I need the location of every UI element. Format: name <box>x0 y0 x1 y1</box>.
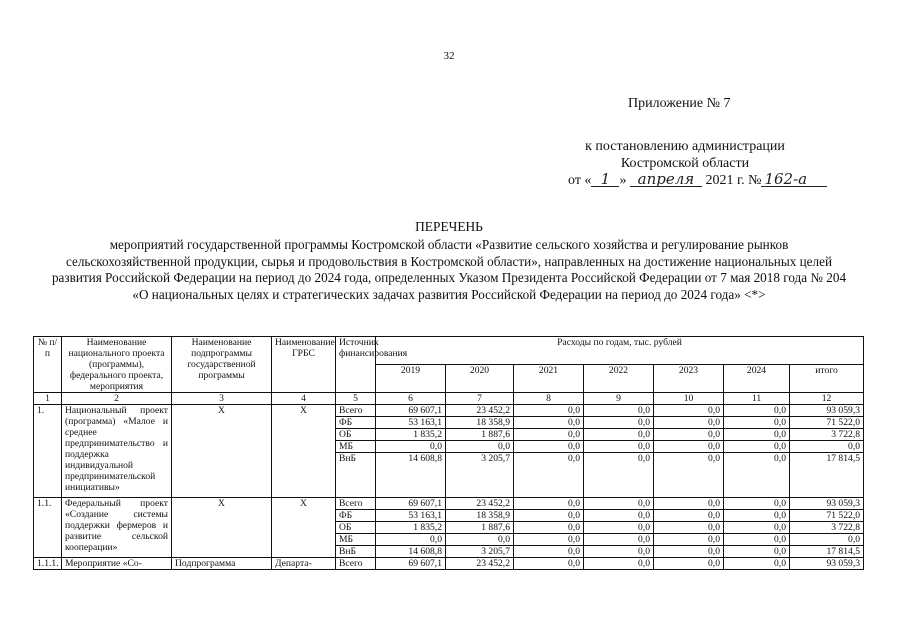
expense-value: 1 887,6 <box>446 522 514 534</box>
expense-value: 23 452,2 <box>446 558 514 570</box>
expense-value: 0,0 <box>584 510 654 522</box>
row-number: 1.1.1. <box>34 558 62 570</box>
grbs: Х <box>272 405 336 498</box>
header-project-name: Наименование национального проекта (программы), федерального проекта, мероприятия <box>62 337 172 393</box>
expense-value: 0,0 <box>514 558 584 570</box>
expense-value: 0,0 <box>584 429 654 441</box>
header-number: № п/п <box>34 337 62 393</box>
expenses-table <box>33 336 864 570</box>
expense-value: 0,0 <box>584 417 654 429</box>
expense-value: 0,0 <box>724 510 790 522</box>
expense-value: 0,0 <box>654 558 724 570</box>
expense-value: 71 522,0 <box>790 417 864 429</box>
expense-value: 3 205,7 <box>446 453 514 498</box>
expense-value: 0,0 <box>654 522 724 534</box>
handwritten-day: 1 <box>591 172 619 187</box>
expense-value: 0,0 <box>654 429 724 441</box>
document-heading: ПЕРЕЧЕНЬ <box>415 219 483 234</box>
expense-value: 17 814,5 <box>790 546 864 558</box>
subprogram: Подпрограмма <box>172 558 272 570</box>
column-number: 10 <box>654 393 724 405</box>
table-row <box>34 558 864 570</box>
expense-value: 0,0 <box>584 441 654 453</box>
expense-value: 0,0 <box>654 453 724 498</box>
expense-value: 0,0 <box>514 498 584 510</box>
expense-value: 93 059,3 <box>790 558 864 570</box>
column-number: 6 <box>376 393 446 405</box>
expense-value: 0,0 <box>514 546 584 558</box>
column-number-row <box>34 393 864 405</box>
year-text: 2021 г. № <box>705 173 762 188</box>
expense-value: 23 452,2 <box>446 405 514 417</box>
expense-value: 3 722,8 <box>790 429 864 441</box>
expense-value: 0,0 <box>654 534 724 546</box>
expense-value: 18 358,9 <box>446 417 514 429</box>
expense-value: 0,0 <box>584 546 654 558</box>
funding-source: МБ <box>336 441 376 453</box>
funding-source: Всего <box>336 405 376 417</box>
project-name: Мероприятие «Со- <box>62 558 172 570</box>
expense-value: 0,0 <box>724 417 790 429</box>
expense-value: 3 722,8 <box>790 522 864 534</box>
header-funding-source: Источник финансирования <box>336 337 376 393</box>
header-subprogram: Наименование подпрограммы государственной программы <box>172 337 272 393</box>
appendix-date-line <box>568 172 827 189</box>
expense-value: 0,0 <box>514 429 584 441</box>
header-grbs: Наименование ГРБС <box>272 337 336 393</box>
header-year: 2020 <box>446 365 514 393</box>
funding-source: ФБ <box>336 510 376 522</box>
header-total: итого <box>790 365 864 393</box>
date-mid: » <box>619 173 627 188</box>
expense-value: 0,0 <box>514 417 584 429</box>
appendix-line-2: Костромской области <box>620 156 750 171</box>
expense-value: 0,0 <box>514 534 584 546</box>
column-number: 3 <box>172 393 272 405</box>
expense-value: 0,0 <box>584 405 654 417</box>
table-body <box>34 405 864 570</box>
expense-value: 69 607,1 <box>376 405 446 417</box>
column-number: 2 <box>62 393 172 405</box>
header-year: 2021 <box>514 365 584 393</box>
expense-value: 0,0 <box>724 558 790 570</box>
column-number: 7 <box>446 393 514 405</box>
grbs: Департа- <box>272 558 336 570</box>
header-year: 2019 <box>376 365 446 393</box>
expense-value: 0,0 <box>514 441 584 453</box>
column-number: 4 <box>272 393 336 405</box>
expense-value: 0,0 <box>376 441 446 453</box>
expense-value: 0,0 <box>724 453 790 498</box>
funding-source: ОБ <box>336 429 376 441</box>
subprogram: Х <box>172 498 272 558</box>
funding-source: ВнБ <box>336 453 376 498</box>
header-expenses: Расходы по годам, тыс. рублей <box>376 337 864 365</box>
project-name: Федеральный проект «Создание системы поддержки фермеров и развитие сельской кооперации» <box>62 498 172 558</box>
date-prefix: от « <box>568 173 592 188</box>
appendix-line-1: к постановлению администрации <box>585 139 785 154</box>
expense-value: 0,0 <box>446 534 514 546</box>
expense-value: 0,0 <box>654 441 724 453</box>
project-name: Национальный проект (программа) «Малое и среднее предпринимательство и поддержка индивидуальной предпринимательской инициативы» <box>62 405 172 498</box>
expense-value: 0,0 <box>514 510 584 522</box>
expense-value: 0,0 <box>654 546 724 558</box>
column-number: 1 <box>34 393 62 405</box>
expense-value: 0,0 <box>584 453 654 498</box>
handwritten-month: апреля <box>630 172 702 187</box>
column-number: 8 <box>514 393 584 405</box>
expense-value: 53 163,1 <box>376 417 446 429</box>
expense-value: 0,0 <box>654 510 724 522</box>
expense-value: 3 205,7 <box>446 546 514 558</box>
grbs: Х <box>272 498 336 558</box>
document-subtitle: мероприятий государственной программы Костромской области «Развитие сельского хозяйства и регулирование рынков сельскохозяйственной продукции, сырья и продовольствия в Костромской области», направленных на достижение национальных целей развития Российской Федерации на период до 2024 года, определенных Указом Президента Российской Федерации от 7 мая 2018 года № 204 «О национальных целях и стратегических задачах развития Российской Федерации на период до 2024 года» <*> <box>51 237 847 302</box>
expense-value: 0,0 <box>376 534 446 546</box>
funding-source: МБ <box>336 534 376 546</box>
header-year: 2022 <box>584 365 654 393</box>
column-number: 5 <box>336 393 376 405</box>
funding-source: ФБ <box>336 417 376 429</box>
expense-value: 18 358,9 <box>446 510 514 522</box>
expense-value: 0,0 <box>514 522 584 534</box>
table-header-row <box>34 337 864 365</box>
expense-value: 0,0 <box>724 405 790 417</box>
expense-value: 0,0 <box>724 522 790 534</box>
funding-source: Всего <box>336 558 376 570</box>
expense-value: 0,0 <box>790 534 864 546</box>
expense-value: 93 059,3 <box>790 498 864 510</box>
header-year: 2024 <box>724 365 790 393</box>
expense-value: 53 163,1 <box>376 510 446 522</box>
expense-value: 1 835,2 <box>376 522 446 534</box>
expense-value: 0,0 <box>514 453 584 498</box>
expense-value: 69 607,1 <box>376 498 446 510</box>
appendix-title: Приложение № 7 <box>628 96 731 111</box>
handwritten-number: 162-а <box>761 172 827 187</box>
row-number: 1. <box>34 405 62 498</box>
expense-value: 69 607,1 <box>376 558 446 570</box>
expense-value: 71 522,0 <box>790 510 864 522</box>
expense-value: 23 452,2 <box>446 498 514 510</box>
expense-value: 1 887,6 <box>446 429 514 441</box>
expense-value: 0,0 <box>654 498 724 510</box>
funding-source: Всего <box>336 498 376 510</box>
column-number: 12 <box>790 393 864 405</box>
column-number: 11 <box>724 393 790 405</box>
funding-source: ОБ <box>336 522 376 534</box>
expense-value: 0,0 <box>584 534 654 546</box>
expense-value: 0,0 <box>724 441 790 453</box>
expense-value: 0,0 <box>654 417 724 429</box>
expense-value: 0,0 <box>584 522 654 534</box>
expense-value: 0,0 <box>724 534 790 546</box>
page-number: 32 <box>443 50 455 62</box>
expense-value: 0,0 <box>724 546 790 558</box>
row-number: 1.1. <box>34 498 62 558</box>
expense-value: 14 608,8 <box>376 453 446 498</box>
table-row <box>34 498 864 510</box>
expense-value: 0,0 <box>790 441 864 453</box>
expense-value: 0,0 <box>514 405 584 417</box>
expense-value: 0,0 <box>446 441 514 453</box>
subprogram: Х <box>172 405 272 498</box>
table-row <box>34 405 864 417</box>
expense-value: 0,0 <box>724 498 790 510</box>
expense-value: 93 059,3 <box>790 405 864 417</box>
funding-source: ВнБ <box>336 546 376 558</box>
expense-value: 14 608,8 <box>376 546 446 558</box>
column-number: 9 <box>584 393 654 405</box>
header-year: 2023 <box>654 365 724 393</box>
expense-value: 0,0 <box>584 498 654 510</box>
expense-value: 0,0 <box>654 405 724 417</box>
expense-value: 17 814,5 <box>790 453 864 498</box>
expense-value: 0,0 <box>584 558 654 570</box>
expense-value: 1 835,2 <box>376 429 446 441</box>
expense-value: 0,0 <box>724 429 790 441</box>
